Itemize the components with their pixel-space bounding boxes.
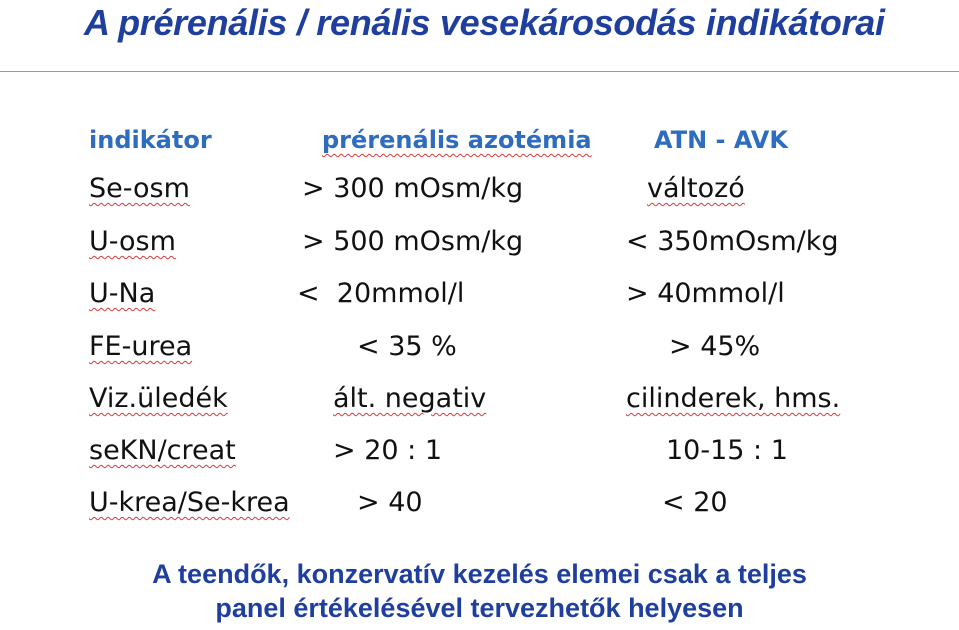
- footer-line-2: panel értékelésével tervezhetők helyesen: [215, 593, 744, 623]
- header-atn-avk: ATN - AVK: [654, 126, 788, 154]
- row-se-osm-atn: változó: [647, 173, 745, 204]
- footer-line-1: A teendők, konzervatív kezelés elemei csak a teljes: [152, 559, 807, 589]
- row-u-krea-label: U-krea/Se-krea: [89, 487, 290, 518]
- header-indicator: indikátor: [89, 126, 212, 154]
- row-fe-urea-atn: > 45%: [669, 331, 761, 362]
- row-viz-uledek-label: Viz.üledék: [89, 383, 228, 414]
- row-u-osm-prerenal: > 500 mOsm/kg: [302, 226, 524, 257]
- slide-title: A prérenális / renális vesekárosodás indikátorai: [84, 2, 885, 43]
- row-sekn-creat-label: seKN/creat: [89, 435, 236, 466]
- slide-footer-note: [0, 557, 959, 625]
- row-u-krea-atn: < 20: [662, 487, 728, 518]
- header-prerenal: prérenális azotémia: [322, 126, 592, 154]
- row-viz-uledek-atn: cilinderek, hms.: [626, 383, 841, 414]
- row-u-krea-prerenal: > 40: [357, 487, 423, 518]
- row-sekn-creat-prerenal: > 20 : 1: [333, 435, 443, 466]
- row-u-osm-label: U-osm: [89, 226, 176, 257]
- row-u-na-atn: > 40mmol/l: [626, 278, 785, 309]
- row-sekn-creat-atn: 10-15 : 1: [666, 435, 788, 466]
- row-fe-urea-prerenal: < 35 %: [357, 331, 457, 362]
- row-fe-urea-label: FE-urea: [89, 331, 193, 362]
- row-u-na-prerenal: < 20mmol/l: [297, 278, 465, 309]
- row-u-na-label: U-Na: [89, 278, 156, 309]
- row-se-osm-label: Se-osm: [89, 173, 190, 204]
- row-viz-uledek-prerenal: ált. negativ: [333, 383, 487, 414]
- row-se-osm-prerenal: > 300 mOsm/kg: [302, 173, 524, 204]
- row-u-osm-atn: < 350mOsm/kg: [626, 226, 839, 257]
